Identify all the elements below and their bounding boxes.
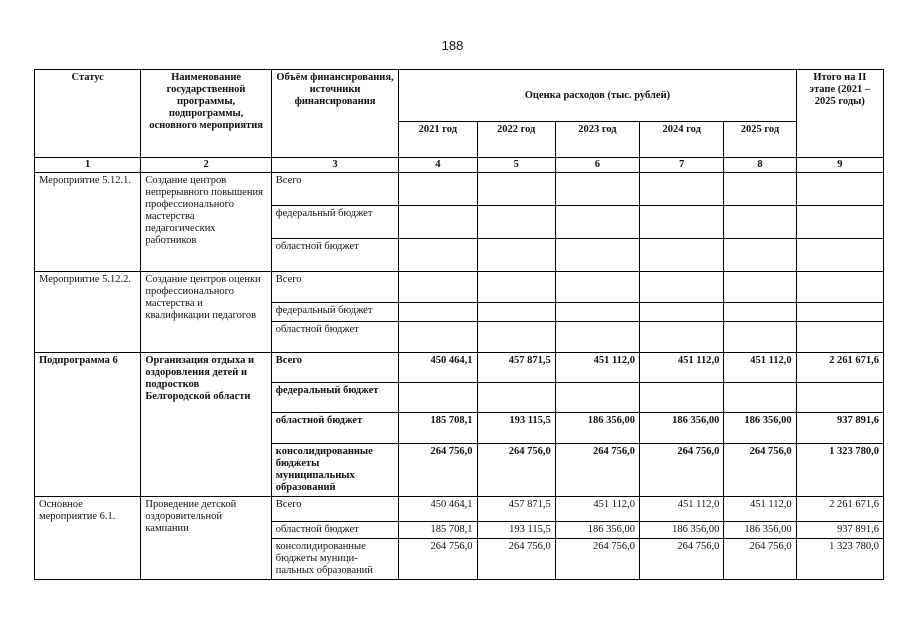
year-value-cell: 264 756,0 xyxy=(477,444,555,497)
total-value-cell xyxy=(796,383,883,413)
column-number: 4 xyxy=(399,158,477,173)
year-value-cell: 451 112,0 xyxy=(724,353,796,383)
year-value-cell: 264 756,0 xyxy=(555,444,639,497)
year-value-cell xyxy=(399,239,477,272)
year-value-cell: 193 115,5 xyxy=(477,522,555,539)
year-value-cell xyxy=(555,303,639,322)
year-value-cell xyxy=(640,206,724,239)
column-number: 9 xyxy=(796,158,883,173)
year-value-cell: 186 356,00 xyxy=(640,522,724,539)
column-number: 2 xyxy=(141,158,271,173)
year-value-cell xyxy=(640,322,724,353)
year-value-cell xyxy=(724,303,796,322)
column-number-row xyxy=(35,158,884,173)
year-value-cell xyxy=(477,303,555,322)
year-value-cell: 264 756,0 xyxy=(399,444,477,497)
year-value-cell xyxy=(399,383,477,413)
funding-source-cell: федеральный бюджет xyxy=(271,383,398,413)
header-year: 2021 год xyxy=(399,122,477,158)
funding-source-cell: консолидированные бюджеты муниципальных образований xyxy=(271,444,398,497)
year-value-cell: 264 756,0 xyxy=(724,539,796,580)
column-number: 3 xyxy=(271,158,398,173)
year-value-cell xyxy=(555,206,639,239)
table-row xyxy=(35,497,884,522)
funding-source-cell: консолидированные бюджеты муници-пальных образований xyxy=(271,539,398,580)
funding-source-cell: Всего xyxy=(271,497,398,522)
year-value-cell xyxy=(724,206,796,239)
column-number: 1 xyxy=(35,158,141,173)
status-cell: Мероприятие 5.12.1. xyxy=(35,173,141,272)
year-value-cell: 457 871,5 xyxy=(477,353,555,383)
year-value-cell xyxy=(555,322,639,353)
year-value-cell xyxy=(399,173,477,206)
funding-source-cell: областной бюджет xyxy=(271,322,398,353)
column-number: 8 xyxy=(724,158,796,173)
year-value-cell xyxy=(399,206,477,239)
year-value-cell: 264 756,0 xyxy=(399,539,477,580)
funding-source-cell: областной бюджет xyxy=(271,522,398,539)
total-value-cell: 1 323 780,0 xyxy=(796,539,883,580)
year-value-cell: 193 115,5 xyxy=(477,413,555,444)
program-name-cell: Организация отдыха и оздоровления детей и подростков Белгородской области xyxy=(141,353,271,497)
year-value-cell xyxy=(640,173,724,206)
year-value-cell xyxy=(640,383,724,413)
funding-source-cell: областной бюджет xyxy=(271,413,398,444)
total-value-cell: 2 261 671,6 xyxy=(796,497,883,522)
year-value-cell: 186 356,00 xyxy=(555,522,639,539)
table-body xyxy=(35,173,884,580)
year-value-cell: 264 756,0 xyxy=(555,539,639,580)
budget-table xyxy=(34,69,884,580)
year-value-cell xyxy=(399,322,477,353)
total-value-cell: 937 891,6 xyxy=(796,413,883,444)
total-value-cell xyxy=(796,322,883,353)
header-funding: Объём финансирования, источники финансирования xyxy=(271,70,398,158)
year-value-cell xyxy=(724,173,796,206)
total-value-cell: 2 261 671,6 xyxy=(796,353,883,383)
program-name-cell: Создание центров оценки профессионального мастерства и квалификации педагогов xyxy=(141,272,271,353)
column-number: 5 xyxy=(477,158,555,173)
year-value-cell xyxy=(477,383,555,413)
page-number: 188 xyxy=(441,38,464,53)
status-cell: Мероприятие 5.12.2. xyxy=(35,272,141,353)
funding-source-cell: федеральный бюджет xyxy=(271,303,398,322)
year-value-cell: 457 871,5 xyxy=(477,497,555,522)
year-value-cell: 264 756,0 xyxy=(724,444,796,497)
year-value-cell: 185 708,1 xyxy=(399,413,477,444)
year-value-cell xyxy=(555,383,639,413)
year-value-cell: 185 708,1 xyxy=(399,522,477,539)
header-program-name: Наименование государственной программы, подпрограммы, основного мероприятия xyxy=(141,70,271,158)
funding-source-cell: федеральный бюджет xyxy=(271,206,398,239)
year-value-cell xyxy=(477,206,555,239)
year-value-cell xyxy=(477,272,555,303)
year-value-cell xyxy=(640,272,724,303)
total-value-cell xyxy=(796,303,883,322)
header-expenses: Оценка расходов (тыс. рублей) xyxy=(399,70,796,122)
year-value-cell xyxy=(724,383,796,413)
total-value-cell: 1 323 780,0 xyxy=(796,444,883,497)
status-cell: Подпрограмма 6 xyxy=(35,353,141,497)
funding-source-cell: Всего xyxy=(271,173,398,206)
year-value-cell xyxy=(724,322,796,353)
table-header xyxy=(35,70,884,173)
year-value-cell xyxy=(399,272,477,303)
year-value-cell: 264 756,0 xyxy=(477,539,555,580)
year-value-cell: 451 112,0 xyxy=(640,497,724,522)
table-row xyxy=(35,353,884,383)
year-value-cell: 186 356,00 xyxy=(640,413,724,444)
year-value-cell: 186 356,00 xyxy=(724,413,796,444)
year-value-cell: 186 356,00 xyxy=(724,522,796,539)
year-value-cell xyxy=(640,239,724,272)
year-value-cell: 186 356,00 xyxy=(555,413,639,444)
year-value-cell: 451 112,0 xyxy=(640,353,724,383)
year-value-cell: 451 112,0 xyxy=(555,353,639,383)
funding-source-cell: областной бюджет xyxy=(271,239,398,272)
status-cell: Основное мероприятие 6.1. xyxy=(35,497,141,580)
header-year: 2025 год xyxy=(724,122,796,158)
year-value-cell xyxy=(640,303,724,322)
table-row xyxy=(35,173,884,206)
year-value-cell xyxy=(555,272,639,303)
funding-source-cell: Всего xyxy=(271,272,398,303)
column-number: 7 xyxy=(640,158,724,173)
year-value-cell xyxy=(555,239,639,272)
year-value-cell xyxy=(555,173,639,206)
total-value-cell xyxy=(796,173,883,206)
header-year: 2022 год xyxy=(477,122,555,158)
year-value-cell: 451 112,0 xyxy=(724,497,796,522)
year-value-cell xyxy=(399,303,477,322)
year-value-cell xyxy=(477,322,555,353)
year-value-cell: 450 464,1 xyxy=(399,497,477,522)
header-total: Итого на II этапе (2021 – 2025 годы) xyxy=(796,70,883,158)
header-status: Статус xyxy=(35,70,141,158)
year-value-cell: 264 756,0 xyxy=(640,444,724,497)
header-year: 2023 год xyxy=(555,122,639,158)
total-value-cell xyxy=(796,272,883,303)
total-value-cell xyxy=(796,239,883,272)
program-name-cell: Проведение детской оздоровительной кампании xyxy=(141,497,271,580)
year-value-cell xyxy=(477,173,555,206)
table-row xyxy=(35,272,884,303)
year-value-cell: 450 464,1 xyxy=(399,353,477,383)
header-year: 2024 год xyxy=(640,122,724,158)
total-value-cell: 937 891,6 xyxy=(796,522,883,539)
year-value-cell xyxy=(724,239,796,272)
funding-source-cell: Всего xyxy=(271,353,398,383)
column-number: 6 xyxy=(555,158,639,173)
year-value-cell: 264 756,0 xyxy=(640,539,724,580)
year-value-cell: 451 112,0 xyxy=(555,497,639,522)
total-value-cell xyxy=(796,206,883,239)
program-name-cell: Создание центров непрерывного повышения профессионального мастерства педагогических работников xyxy=(141,173,271,272)
year-value-cell xyxy=(724,272,796,303)
year-value-cell xyxy=(477,239,555,272)
